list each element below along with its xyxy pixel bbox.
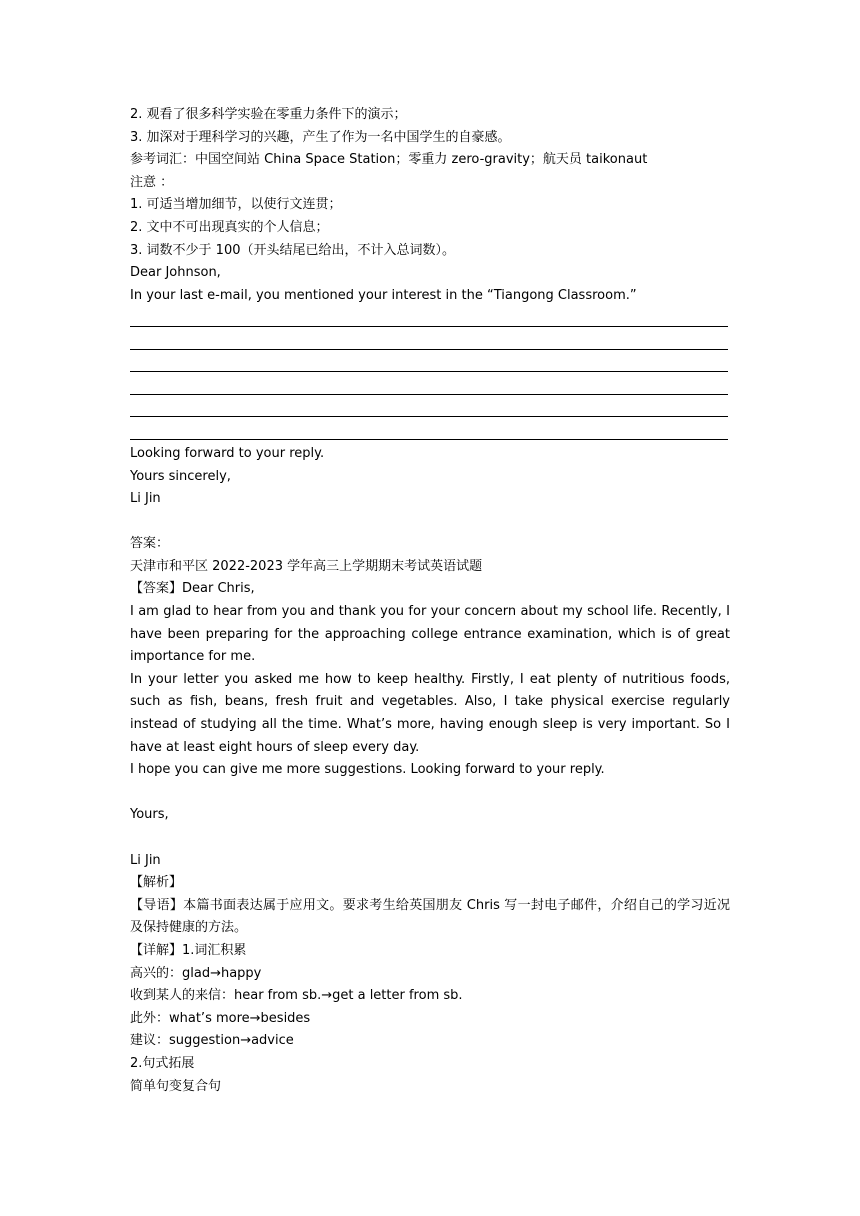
letter-closing: Looking forward to your reply.: [130, 445, 325, 461]
answer-blank-line: [130, 398, 730, 421]
reference-vocabulary: 参考词汇：中国空间站 China Space Station；零重力 zero-gravity；航天员 taikonaut: [130, 152, 648, 168]
section-2-heading: 2.句式拓展: [130, 1055, 195, 1071]
letter-name: Li Jin: [130, 491, 161, 507]
answer-signoff: Yours,: [130, 807, 169, 823]
vocab-item-4: 建议：suggestion→advice: [130, 1033, 294, 1049]
task-item-2: 2. 观看了很多科学实验在零重力条件下的演示；: [130, 107, 407, 122]
letter-salutation: Dear Johnson,: [130, 265, 221, 281]
task-item-3: 3. 加深对于理科学习的兴趣，产生了作为一名中国学生的自豪感。: [130, 129, 511, 145]
document-body: [130, 104, 730, 1098]
answer-blank-line: [130, 420, 730, 443]
note-item-1: 1. 可适当增加细节，以使行文连贯；: [130, 197, 342, 213]
vocab-item-1: 高兴的：glad→happy: [130, 965, 262, 981]
answer-paragraph-2: In your letter you asked me how to keep healthy. Firstly, I eat plenty of nutritious foods, such as fish, beans, fresh fruit and vegetables. Also, I take physical exercise regularly instead of studying all the time. What’s more, having enough sleep is very important. So I have at least eight hours of sleep every day.: [130, 671, 730, 755]
answer-paragraph-1: I am glad to hear from you and thank you for your concern about my school life. Recently, I have been preparing for the approaching college entrance examination, which is of great importance for me.: [130, 604, 730, 665]
answer-name: Li Jin: [130, 852, 161, 868]
vocab-item-3: 此外：what’s more→besides: [130, 1010, 311, 1026]
answer-blank-line: [130, 307, 730, 330]
answer-first-line: 【答案】Dear Chris,: [130, 581, 255, 597]
answer-source: 天津市和平区 2022-2023 学年高三上学期期末考试英语试题: [130, 558, 483, 574]
note-item-2: 2. 文中不可出现真实的个人信息；: [130, 219, 329, 235]
vocab-item-2: 收到某人的来信：hear from sb.→get a letter from sb.: [130, 988, 463, 1004]
analysis-heading: 【解析】: [130, 875, 183, 891]
answer-heading: 答案：: [130, 536, 170, 552]
notes-heading: 注意 ：: [130, 174, 174, 190]
analysis-detail-heading: 【详解】1.词汇积累: [130, 942, 247, 958]
answer-blank-line: [130, 330, 730, 353]
letter-opening: In your last e-mail, you mentioned your interest in the “Tiangong Classroom.”: [130, 287, 637, 303]
answer-blank-line: [130, 375, 730, 398]
section-2-subheading: 简单句变复合句: [130, 1078, 222, 1094]
answer-blank-line: [130, 353, 730, 376]
letter-signoff: Yours sincerely,: [130, 468, 231, 484]
answer-paragraph-3: I hope you can give me more suggestions. Looking forward to your reply.: [130, 762, 605, 778]
note-item-3: 3. 词数不少于 100（开头结尾已给出，不计入总词数）。: [130, 242, 455, 258]
analysis-guide: 【导语】本篇书面表达属于应用文。要求考生给英国朋友 Chris 写一封电子邮件，介绍自己的学习近况及保持健康的方法。: [130, 897, 730, 936]
